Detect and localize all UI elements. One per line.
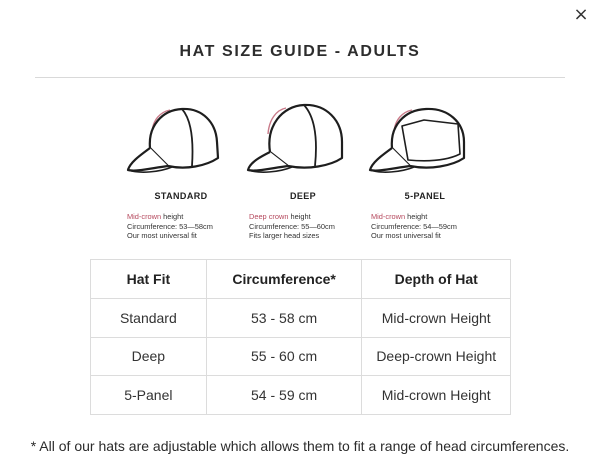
table-cell: Deep-crown Height bbox=[362, 337, 511, 376]
table-cell: 5-Panel bbox=[91, 376, 207, 415]
hat-fit-note: Fits larger head sizes bbox=[249, 231, 320, 241]
close-button[interactable]: × bbox=[573, 4, 589, 25]
hat-depth-rest: height bbox=[405, 212, 428, 221]
table-cell: Mid-crown Height bbox=[362, 376, 511, 415]
hat-name: DEEP bbox=[289, 191, 317, 201]
hat-depth-accent: Deep crown bbox=[249, 212, 289, 221]
size-table bbox=[90, 259, 511, 415]
hat-circumference: Circumference: 54—59cm bbox=[371, 221, 457, 231]
standard-cap-icon bbox=[120, 96, 242, 186]
table-cell: Standard bbox=[91, 298, 207, 337]
column-header: Depth of Hat bbox=[362, 260, 511, 299]
five-panel-cap-icon bbox=[364, 96, 486, 186]
table-cell: 54 - 59 cm bbox=[206, 376, 362, 415]
table-row bbox=[91, 376, 511, 415]
table-cell: Mid-crown Height bbox=[362, 298, 511, 337]
hat-description bbox=[371, 212, 457, 241]
hat-circumference: Circumference: 53—58cm bbox=[127, 221, 213, 231]
table-cell: 55 - 60 cm bbox=[206, 337, 362, 376]
hat-depth-rest: height bbox=[288, 212, 311, 221]
deep-cap-icon bbox=[242, 96, 364, 186]
divider bbox=[35, 77, 565, 78]
table-cell: Deep bbox=[91, 337, 207, 376]
hat-depth-rest: height bbox=[161, 212, 184, 221]
table-row bbox=[91, 298, 511, 337]
hat-depth-accent: Mid-crown bbox=[371, 212, 406, 221]
hat-description bbox=[249, 212, 335, 241]
hat-description bbox=[127, 212, 213, 241]
table-cell: 53 - 58 cm bbox=[206, 298, 362, 337]
hat-fit-note: Our most universal fit bbox=[127, 231, 197, 241]
hat-circumference: Circumference: 55—60cm bbox=[249, 221, 335, 231]
hat-depth-accent: Mid-crown bbox=[127, 212, 162, 221]
hat-5-panel bbox=[364, 96, 486, 246]
hat-fit-note: Our most universal fit bbox=[371, 231, 441, 241]
table-header-row bbox=[91, 260, 511, 299]
page-title: HAT SIZE GUIDE - ADULTS bbox=[179, 43, 421, 60]
hat-illustrations bbox=[120, 96, 490, 246]
hat-name: 5-PANEL bbox=[404, 191, 446, 201]
table-row bbox=[91, 337, 511, 376]
hat-deep bbox=[242, 96, 364, 246]
column-header: Circumference* bbox=[206, 260, 362, 299]
hat-standard bbox=[120, 96, 242, 246]
hat-name: STANDARD bbox=[154, 191, 208, 201]
column-header: Hat Fit bbox=[91, 260, 207, 299]
footnote: * All of our hats are adjustable which allows them to fit a range of head circumferences. bbox=[30, 438, 570, 454]
